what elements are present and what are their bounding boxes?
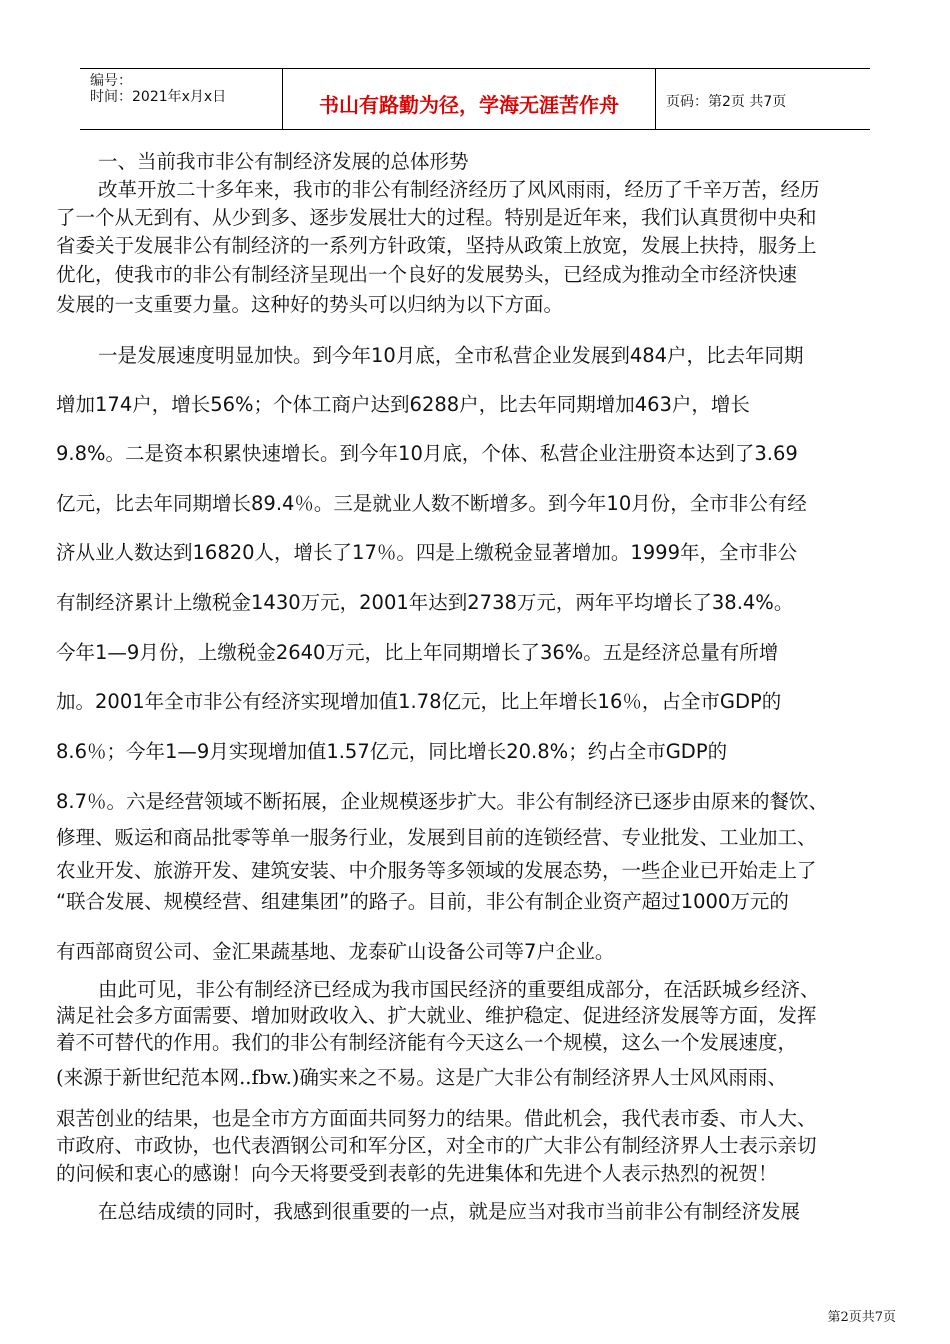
serial-number-label: 编号： <box>90 73 132 89</box>
body-line: 亿元，比去年同期增长89.4％。三是就业人数不断增多。到今年10月份，全市非公有经 <box>56 492 807 515</box>
body-line: 增加174户，增长56%；个体工商户达到6288户，比去年同期增加463户，增长 <box>56 393 750 416</box>
body-line: 济从业人数达到16820人，增长了17％。四是上缴税金显著增加。1999年，全市非公 <box>56 541 797 564</box>
body-line: 满足社会多方面需要、增加财政收入、扩大就业、维护稳定、促进经济发展等方面，发挥 <box>56 1004 817 1027</box>
header-meta-cell <box>80 69 282 129</box>
body-line: 修理、贩运和商品批零等单一服务行业，发展到目前的连锁经营、专业批发、工业加工、 <box>56 826 817 849</box>
body-line: 有制经济累计上缴税金1430万元，2001年达到2738万元，两年平均增长了38.4%。 <box>56 591 794 614</box>
page-footer: 第2页共7页 <box>827 1310 896 1325</box>
body-line: 发展的一支重要力量。这种好的势头可以归纳为以下方面。 <box>56 293 564 316</box>
body-line: 今年1—9月份，上缴税金2640万元，比上年同期增长了36%。五是经济总量有所增 <box>56 641 779 664</box>
header-page-cell <box>656 69 870 129</box>
date-label: 时间：2021年x月x日 <box>90 89 227 105</box>
body-line: 改革开放二十多年来，我市的非公有制经济经历了风风雨雨，经历了千辛万苦，经历 <box>98 178 820 201</box>
body-line: 优化，使我市的非公有制经济呈现出一个良好的发展势头，已经成为推动全市经济快速 <box>56 263 798 286</box>
body-line: 8.6％；今年1—9月实现增加值1.57亿元，同比增长20.8%；约占全市GDP的 <box>56 740 728 763</box>
section-heading: 一、当前我市非公有制经济发展的总体形势 <box>98 150 469 173</box>
body-line: 加。2001年全市非公有经济实现增加值1.78亿元，比上年增长16％，占全市GDP的 <box>56 690 782 713</box>
header-motto: 书山有路勤为径，学海无涯苦作舟 <box>319 93 619 117</box>
header-page-number: 页码：第2页 共7页 <box>666 94 787 110</box>
body-line: 有西部商贸公司、金汇果蔬基地、龙泰矿山设备公司等7户企业。 <box>56 940 615 963</box>
body-line: 艰苦创业的结果，也是全市方方面面共同努力的结果。借此机会，我代表市委、市人大、 <box>56 1107 817 1130</box>
body-line: 一是发展速度明显加快。到今年10月底，全市私营企业发展到484户，比去年同期 <box>98 344 804 367</box>
body-line: “联合发展、规模经营、组建集团”的路子。目前，非公有制企业资产超过1000万元的 <box>56 890 789 913</box>
body-line: 由此可见，非公有制经济已经成为我市国民经济的重要组成部分，在活跃城乡经济、 <box>98 978 820 1001</box>
body-line: 市政府、市政协，也代表酒钢公司和军分区，对全市的广大非公有制经济界人士表示亲切 <box>56 1134 817 1157</box>
body-line: 9.8%。二是资本积累快速增长。到今年10月底，个体、私营企业注册资本达到了3.69 <box>56 442 798 465</box>
body-line: 农业开发、旅游开发、建筑安装、中介服务等多领域的发展态势，一些企业已开始走上了 <box>56 859 817 882</box>
page-header <box>80 68 870 130</box>
body-line: 着不可替代的作用。我们的非公有制经济能有今天这么一个规模，这么一个发展速度， <box>56 1031 798 1054</box>
body-line: 的问候和衷心的感谢！向今天将要受到表彰的先进集体和先进个人表示热烈的祝贺！ <box>56 1162 778 1185</box>
header-motto-cell <box>282 69 656 129</box>
body-line: 省委关于发展非公有制经济的一系列方针政策，坚持从政策上放宽，发展上扶持，服务上 <box>56 234 817 257</box>
body-line: (来源于新世纪范本网..fbw.)确实来之不易。这是广大非公有制经济界人士风风雨雨、 <box>56 1066 787 1089</box>
body-line: 8.7％。六是经营领域不断拓展，企业规模逐步扩大。非公有制经济已逐步由原来的餐饮、 <box>56 790 829 813</box>
body-line: 了一个从无到有、从少到多、逐步发展壮大的过程。特别是近年来，我们认真贯彻中央和 <box>56 206 817 229</box>
body-line: 在总结成绩的同时，我感到很重要的一点，就是应当对我市当前非公有制经济发展 <box>98 1200 801 1223</box>
